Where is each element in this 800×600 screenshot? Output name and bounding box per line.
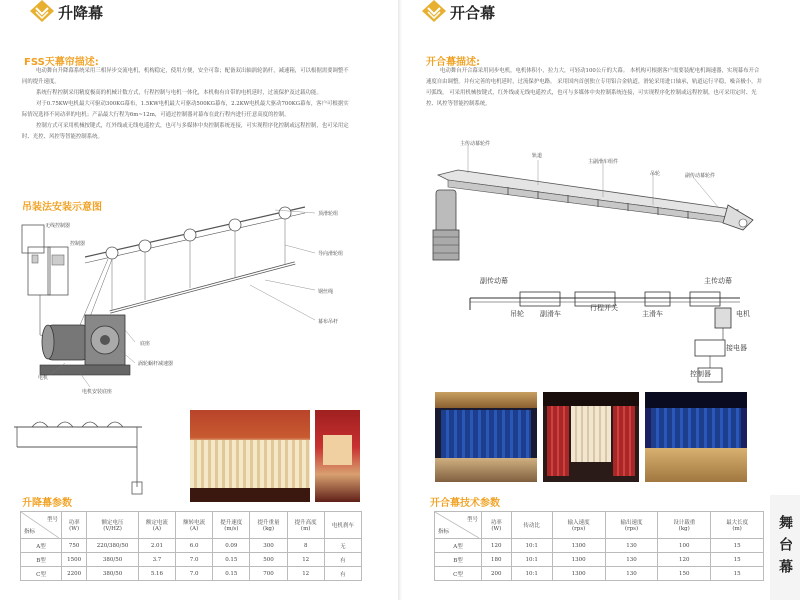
column-header: 额定电流 (A) bbox=[138, 512, 175, 539]
stage-curtain-photo-left bbox=[190, 410, 310, 502]
page-title: 升降幕 bbox=[58, 4, 104, 22]
diamond-logo-icon bbox=[30, 0, 54, 22]
install-diagram-heading: 吊装法安装示意图 bbox=[22, 202, 102, 213]
schematic-label: 控制器 bbox=[690, 370, 711, 378]
diagram-label: 无线控制器 bbox=[45, 223, 71, 229]
description-text bbox=[426, 66, 764, 110]
schematic-label: 主滑车 bbox=[642, 310, 663, 318]
table-row: C型 200 10:1 1300 130 150 15 bbox=[435, 567, 764, 581]
description-text bbox=[22, 66, 352, 143]
diagram-label: 顶滑轮组 bbox=[318, 211, 339, 217]
diagram-label: 导向滑轮组 bbox=[318, 251, 344, 257]
schematic-label: 电机 bbox=[736, 310, 750, 318]
right-page bbox=[400, 0, 800, 600]
paragraph: 控制方式可采用机械按键式，红外线或无线电遥控式，也可与多媒体中央控制系统连接，可实现程序化控制或远程控制，也可采用定时、光控、风控等智能控制系统。 bbox=[22, 123, 349, 140]
table-row: C型 2200 380/50 5.16 7.0 0.15 700 12 有 bbox=[21, 567, 362, 581]
description-heading: FSS天幕帘描述: bbox=[24, 57, 99, 68]
corner-bottom-label: 指标 bbox=[24, 529, 36, 535]
params-heading: 开合幕技术参数 bbox=[430, 498, 500, 509]
auditorium-photo bbox=[315, 410, 360, 502]
diagram-label: 电机安装底座 bbox=[82, 389, 113, 395]
table-row: B型 1500 380/50 3.7 7.0 0.15 500 12 有 bbox=[21, 553, 362, 567]
column-header: 设计载重 (kg) bbox=[658, 512, 711, 539]
diagram-label: 幕布吊杆 bbox=[318, 319, 339, 325]
column-header: 最大长度 (m) bbox=[711, 512, 764, 539]
table-corner-cell bbox=[21, 512, 62, 539]
table-corner-cell bbox=[435, 512, 482, 539]
column-header: 电机刹车 bbox=[324, 512, 361, 539]
diagram-label: 主副滑车组件 bbox=[588, 159, 619, 165]
column-header: 提升重量 (kg) bbox=[250, 512, 287, 539]
table-row: A型 120 10:1 1300 130 100 15 bbox=[435, 539, 764, 553]
table-row: B型 180 10:1 1300 130 120 15 bbox=[435, 553, 764, 567]
red-curtain-stage-photo bbox=[543, 392, 639, 482]
blue-curtain-stage-photo bbox=[435, 392, 537, 482]
schematic-label: 吊轮 bbox=[510, 310, 524, 318]
column-header: 输出速度 (rps) bbox=[605, 512, 658, 539]
curtain-schematic bbox=[12, 412, 162, 502]
hoist-install-diagram bbox=[20, 205, 360, 405]
wiring-schematic bbox=[460, 280, 760, 390]
diagram-label: 控制器 bbox=[70, 241, 86, 247]
gold-curtain-stage-photo bbox=[645, 392, 747, 482]
diagram-label: 副传动幕轮件 bbox=[685, 173, 716, 179]
hoist-spec-table bbox=[20, 511, 362, 581]
diagram-label: 涡轮蜗杆减速器 bbox=[138, 361, 174, 367]
diagram-label: 吊轮 bbox=[650, 171, 661, 177]
curtain-track-diagram bbox=[428, 135, 768, 265]
table-header-row bbox=[21, 512, 362, 539]
column-header: 提升高度 (m) bbox=[287, 512, 324, 539]
schematic-label: 接电器 bbox=[726, 344, 747, 352]
schematic-label: 主传动幕 bbox=[704, 277, 732, 285]
curtain-spec-table bbox=[434, 511, 764, 581]
paragraph: 电动舞台开合幕采用同步电机，电机体积小，拉力大，可轻动100公斤的大幕。 本机构可根据客户需要装配电机调速器，实现幕布开合速度自由调整。并有完善的电机延时，过流保护电路。 采用国内首创独立专用铝合金轨道，滑轮采用进口轴承，轨道运行平稳，噪音极小，并可弧线， 可采用机械按键式，红外线或无线电遥控式，也可与多媒体中央控制系统连接，可实现程序化控制或远程控制，也可采用定时、光控、风控等智能控制系统。 bbox=[426, 68, 762, 107]
diagram-label: 钢丝绳 bbox=[318, 289, 334, 295]
description-heading: 开合幕描述: bbox=[426, 57, 480, 68]
column-header: 传动比 bbox=[511, 512, 552, 539]
diagram-label: 底座 bbox=[140, 341, 151, 347]
paragraph: 电动舞台升降幕系统采用三相异步交流电机，机构稳定，使用方便，安全可靠；配备双出轴涡轮涡杆，减速箱，可以根据需要调整不同的提升速度。 bbox=[22, 68, 349, 85]
paragraph: 系统行程控制采用精度极高的机械计数方式，行程控制与电机一体化，本机构有自带的电机延时，过流保护及过载功能。 bbox=[36, 90, 322, 96]
page-title: 开合幕 bbox=[450, 4, 496, 22]
column-header: 额定电压 (V/HZ) bbox=[87, 512, 139, 539]
diagram-label: 轨道 bbox=[532, 153, 543, 159]
corner-bottom-label: 指标 bbox=[438, 529, 450, 535]
schematic-label: 副滑车 bbox=[540, 310, 561, 318]
column-header: 提升速度 (m/s) bbox=[213, 512, 250, 539]
schematic-label: 行程开关 bbox=[590, 304, 618, 312]
corner-top-label: 型号 bbox=[466, 517, 478, 523]
diagram-label: 主传动幕轮件 bbox=[460, 141, 491, 147]
column-header: 功率 (W) bbox=[62, 512, 87, 539]
diamond-logo-icon bbox=[422, 0, 446, 22]
side-tab-label: 舞台幕 bbox=[770, 495, 800, 600]
schematic-label: 副传动幕 bbox=[480, 277, 508, 285]
table-row: A型 750 220/380/50 2.01 6.0 0.09 300 8 无 bbox=[21, 539, 362, 553]
corner-top-label: 型号 bbox=[46, 517, 58, 523]
table-header-row bbox=[435, 512, 764, 539]
paragraph: 对于0.75KW电机最大可驱动300KG幕布，1.5KW电机最大可驱动500KG幕布，2.2KW电机最大驱动700KG幕布，客户可根据实际情况选择不同动率的电机；产品最大行程为6m~12m，可通过控制器对幕布在此行程内进行任意高度的控制。 bbox=[22, 101, 349, 118]
diagram-label: 电机 bbox=[38, 375, 49, 381]
column-header: 额转电流 (A) bbox=[176, 512, 213, 539]
column-header: 功率 (W) bbox=[482, 512, 512, 539]
params-heading: 升降幕参数 bbox=[22, 498, 72, 509]
column-header: 输入速度 (rps) bbox=[552, 512, 605, 539]
